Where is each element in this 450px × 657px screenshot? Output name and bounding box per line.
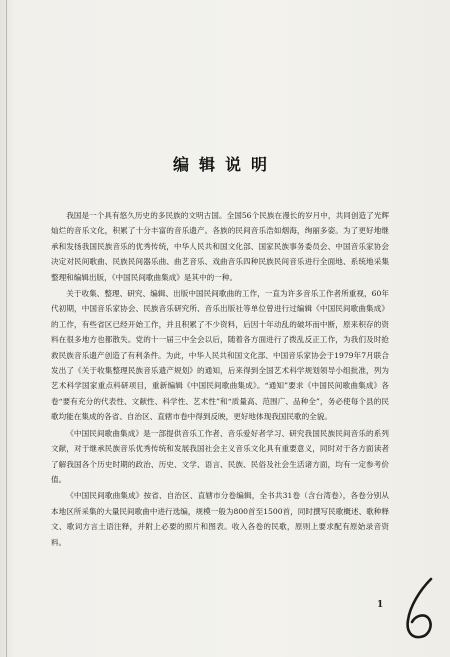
paragraph-3: 《中国民间歌曲集成》是一部提供音乐工作者、音乐爱好者学习、研究我国民族民间音乐的系列文献，对于继承民族音乐优秀传统和发展我国社会主义音乐文化具有重要意义，同时对于各方面读者了解我国各个历史时期的政治、历史、文学、语言、民族、民俗及社会生活诸方面，均有一定参考价值。 <box>51 428 389 484</box>
paragraph-4: 《中国民间歌曲集成》按省、自治区、直辖市分卷编辑，全书共31卷（含台湾卷），各卷分别从本地区所采集的大量民间歌曲中进行选编，规模一般为800首至1500首，同时撰写民歌概述、歌种释文、歌词方言土语注释，并附上必要的照片和图表。收入各卷的民歌，原则上要求配有原始录音资料。 <box>51 491 389 547</box>
paragraph-2: 关于收集、整理、研究、编辑、出版中国民间歌曲的工作，一直为许多音乐工作者所重视，60年代初期，中国音乐家协会、民族音乐研究所、音乐出版社等单位曾进行过编辑《中国民间歌曲集成》的工作，有些省区已经开始工作，并且积累了不少资料，后因十年动乱的破坏而中断，原来积存的资料在很多地方也都散失。党的十一届三中全会以后，随着各方面进行了拨乱反正工作，为我们及时抢救民族音乐遗产创造了有利条件。为此，中华人民共和国文化部、中国音乐家协会于1979年7月联合发出了《关于收集整理民族音乐遗产规划》的通知，后来得到全国艺术科学规划领导小组批准，列为艺术科学国家重点科研项目，重新编辑《中国民间歌曲集成》。“通知”要求《中国民间歌曲集成》各卷“要有充分的代表性、文献性、科学性、艺术性”和“质量高、范围广、品种全”，务必使每个县的民歌均能在集成的各省、自治区、直辖市卷中得到反映，更好地体现我国民歌的全貌。 <box>51 289 389 422</box>
body-text <box>51 208 389 551</box>
book-spine-shadow <box>6 0 7 657</box>
paragraph-1: 我国是一个具有悠久历史的多民族的文明古国。全国56个民族在漫长的岁月中，共同创造了光辉灿烂的音乐文化，积累了十分丰富的音乐遗产。各族的民间音乐浩如烟海，绚丽多姿。为了更好地继承和发扬我国民族音乐的优秀传统，中华人民共和国文化部、国家民族事务委员会、中国音乐家协会决定对民间歌曲、民族民间器乐曲、曲艺音乐、戏曲音乐四种民族民间音乐进行全面地、系统地采集整理和编辑出版，《中国民间歌曲集成》是其中的一种。 <box>51 211 389 282</box>
page-title: 编辑说明 <box>172 155 277 174</box>
handwritten-number-mark <box>398 576 450 642</box>
page-number: 1 <box>377 600 384 610</box>
